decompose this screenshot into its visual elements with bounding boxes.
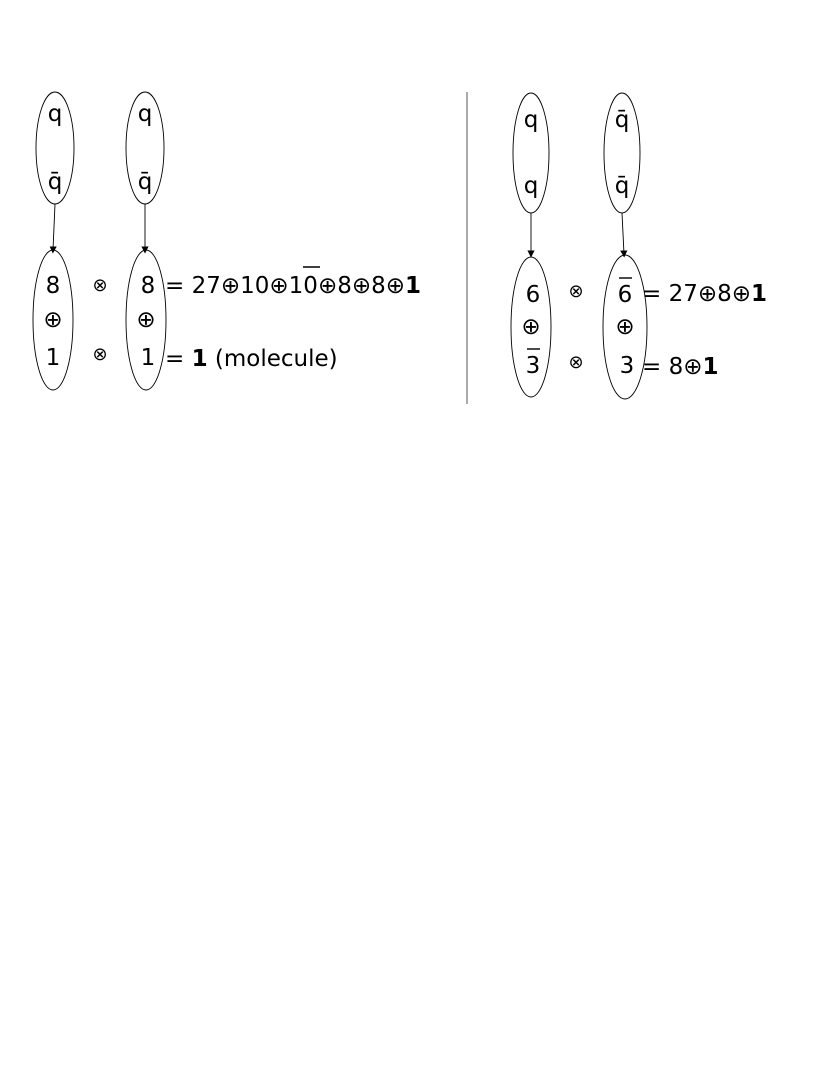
right-otimes-row2: ⊗ (568, 352, 584, 373)
rep2-oplus: ⊕ (136, 307, 156, 333)
right-equation-row2: = 8⊕1 (642, 354, 719, 380)
meson2-bottom-antiquark: q̄ (137, 169, 153, 195)
right-rep1-antitriplet: 3 (525, 353, 541, 379)
antidiquark-top-antiquark: q̄ (614, 107, 630, 133)
right-equation-row1: = 27⊕8⊕1 (642, 281, 768, 307)
meson2-top-quark: q (137, 101, 153, 127)
right-rep1-sextet: 6 (525, 282, 541, 308)
left-otimes-row1: ⊗ (92, 275, 108, 296)
meson1-bottom-antiquark: q̄ (47, 169, 63, 195)
right-otimes-row1: ⊗ (568, 281, 584, 302)
rep2-singlet: 1 (140, 345, 156, 371)
right-rep1-oplus: ⊕ (521, 314, 541, 340)
right-rep2-triplet: 3 (619, 353, 635, 379)
rep1-singlet: 1 (45, 345, 61, 371)
rep1-octet: 8 (45, 273, 61, 299)
meson1-arrow (53, 204, 55, 250)
meson1-top-quark: q (47, 101, 63, 127)
antidiquark-arrow (622, 213, 624, 254)
left-otimes-row2: ⊗ (92, 344, 108, 365)
left-equation-row1: = 27⊕10⊕10⊕8⊕8⊕1 (165, 273, 422, 299)
left-equation-row2: = 1 (molecule) (165, 346, 338, 372)
diquark-top-quark: q (523, 107, 539, 133)
rep2-octet: 8 (140, 273, 156, 299)
antidiquark-bottom-antiquark: q̄ (614, 173, 630, 199)
diquark-bottom-quark: q (523, 173, 539, 199)
antidecuplet: 10 (288, 273, 318, 299)
right-rep2-oplus: ⊕ (615, 314, 635, 340)
right-rep2-antisextet: 6 (617, 282, 633, 308)
rep1-oplus: ⊕ (43, 307, 63, 333)
